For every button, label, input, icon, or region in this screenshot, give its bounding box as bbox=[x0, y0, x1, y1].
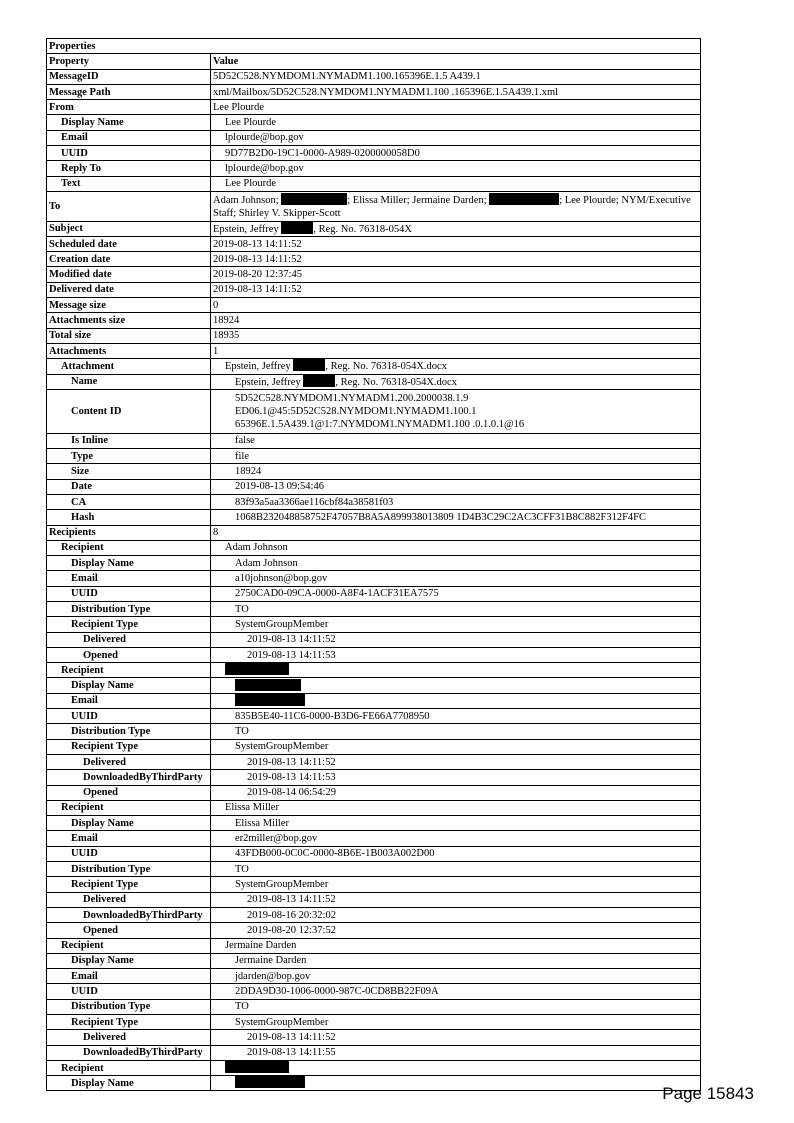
value-text: Epstein, Jeffrey bbox=[225, 361, 294, 373]
table-row bbox=[47, 907, 701, 922]
table-row bbox=[47, 100, 701, 115]
property-name: Recipient Type bbox=[47, 617, 211, 632]
property-value: SystemGroupMember bbox=[211, 617, 701, 632]
page-number: Page 15843 bbox=[662, 1084, 754, 1103]
property-name: Is Inline bbox=[47, 433, 211, 448]
property-name: Attachments bbox=[47, 343, 211, 358]
property-value: 2019-08-13 14:11:52 bbox=[211, 252, 701, 267]
property-value: 18924 bbox=[211, 313, 701, 328]
property-name: Delivered bbox=[47, 754, 211, 769]
property-name: Total size bbox=[47, 328, 211, 343]
property-name: Recipient Type bbox=[47, 877, 211, 892]
table-row bbox=[47, 724, 701, 739]
property-name: Message size bbox=[47, 298, 211, 313]
table-row bbox=[47, 632, 701, 647]
redaction-bar bbox=[235, 694, 305, 706]
property-name: Email bbox=[47, 693, 211, 708]
property-value: Lee Plourde bbox=[211, 176, 701, 191]
table-row bbox=[47, 479, 701, 494]
properties-table bbox=[46, 38, 701, 1091]
property-value: 2019-08-20 12:37:52 bbox=[211, 923, 701, 938]
property-value: Adam Johnson bbox=[211, 540, 701, 555]
value-text: Epstein, Jeffrey bbox=[213, 223, 282, 235]
table-row bbox=[47, 191, 701, 221]
property-value: SystemGroupMember bbox=[211, 739, 701, 754]
table-row bbox=[47, 556, 701, 571]
table-row bbox=[47, 389, 701, 433]
property-name: MessageID bbox=[47, 69, 211, 84]
table-row bbox=[47, 862, 701, 877]
property-name: UUID bbox=[47, 146, 211, 161]
redaction-bar bbox=[303, 375, 335, 387]
property-value: 2019-08-13 09:54:46 bbox=[211, 479, 701, 494]
property-value: 8 bbox=[211, 525, 701, 540]
property-name: Recipient bbox=[47, 938, 211, 953]
property-value: 1 bbox=[211, 343, 701, 358]
value-text: Epstein, Jeffrey bbox=[235, 376, 304, 388]
property-name: Attachment bbox=[47, 359, 211, 374]
table-row bbox=[47, 984, 701, 999]
table-row bbox=[47, 433, 701, 448]
property-name: Display Name bbox=[47, 953, 211, 968]
table-row bbox=[47, 617, 701, 632]
table-row bbox=[47, 923, 701, 938]
table-row bbox=[47, 647, 701, 662]
property-name: DownloadedByThirdParty bbox=[47, 1045, 211, 1060]
property-value: lplourde@bop.gov bbox=[211, 130, 701, 145]
table-row bbox=[47, 938, 701, 953]
table-row bbox=[47, 84, 701, 99]
table-row bbox=[47, 252, 701, 267]
property-value: 2019-08-13 14:11:52 bbox=[211, 236, 701, 251]
property-name: Display Name bbox=[47, 556, 211, 571]
table-row bbox=[47, 969, 701, 984]
property-name: Distribution Type bbox=[47, 862, 211, 877]
table-row bbox=[47, 892, 701, 907]
table-row bbox=[47, 1030, 701, 1045]
property-name: Recipient bbox=[47, 663, 211, 678]
property-value: 1068B232048858752F47057B8A5A899938013809 1D4B3C29C2AC3CFF31B8C882F312F4FC bbox=[211, 510, 701, 525]
property-name: Email bbox=[47, 969, 211, 984]
redaction-bar bbox=[489, 193, 559, 205]
property-value: SystemGroupMember bbox=[211, 877, 701, 892]
table-row bbox=[47, 359, 701, 374]
table-row bbox=[47, 282, 701, 297]
redaction-bar bbox=[225, 1061, 289, 1073]
property-name: Email bbox=[47, 571, 211, 586]
property-name: Date bbox=[47, 479, 211, 494]
property-name: Modified date bbox=[47, 267, 211, 282]
value-text: , Reg. No. 76318-054X bbox=[313, 223, 412, 235]
property-name: Display Name bbox=[47, 115, 211, 130]
table-title: Properties bbox=[47, 39, 701, 54]
property-value: xml/Mailbox/5D52C528.NYMDOM1.NYMADM1.100 .165396E.1.5A439.1.xml bbox=[211, 84, 701, 99]
table-row bbox=[47, 693, 701, 708]
property-value: Jermaine Darden bbox=[211, 953, 701, 968]
table-row bbox=[47, 571, 701, 586]
property-value: 2019-08-13 14:11:52 bbox=[211, 754, 701, 769]
property-name: Email bbox=[47, 831, 211, 846]
value-text: Adam Johnson; bbox=[213, 194, 282, 206]
property-name: Recipient Type bbox=[47, 1015, 211, 1030]
property-value bbox=[211, 678, 701, 693]
property-value: 2019-08-13 14:11:52 bbox=[211, 632, 701, 647]
table-row bbox=[47, 709, 701, 724]
table-row bbox=[47, 449, 701, 464]
property-value: 2019-08-20 12:37:45 bbox=[211, 267, 701, 282]
property-name: Display Name bbox=[47, 816, 211, 831]
property-name: Attachments size bbox=[47, 313, 211, 328]
property-value: Elissa Miller bbox=[211, 800, 701, 815]
property-name: Delivered date bbox=[47, 282, 211, 297]
column-header-value: Value bbox=[211, 54, 701, 69]
table-row bbox=[47, 298, 701, 313]
property-value: TO bbox=[211, 601, 701, 616]
property-value: 2019-08-13 14:11:52 bbox=[211, 892, 701, 907]
property-name: DownloadedByThirdParty bbox=[47, 770, 211, 785]
property-name: Recipient bbox=[47, 540, 211, 555]
property-value: TO bbox=[211, 862, 701, 877]
redaction-bar bbox=[281, 193, 347, 205]
table-row bbox=[47, 525, 701, 540]
table-title-row bbox=[47, 39, 701, 54]
table-row bbox=[47, 146, 701, 161]
table-row bbox=[47, 343, 701, 358]
table-row bbox=[47, 221, 701, 236]
table-row bbox=[47, 1045, 701, 1060]
property-value: TO bbox=[211, 999, 701, 1014]
property-value: 83f93a5aa3366ae116cbf84a38581f03 bbox=[211, 494, 701, 509]
property-name: To bbox=[47, 191, 211, 221]
table-row bbox=[47, 800, 701, 815]
property-value bbox=[211, 359, 701, 374]
property-name: Opened bbox=[47, 647, 211, 662]
redaction-bar bbox=[225, 663, 289, 675]
property-name: Distribution Type bbox=[47, 999, 211, 1014]
property-name: UUID bbox=[47, 586, 211, 601]
property-value: 9D77B2D0-19C1-0000-A989-0200000058D0 bbox=[211, 146, 701, 161]
table-row bbox=[47, 999, 701, 1014]
property-name: Delivered bbox=[47, 1030, 211, 1045]
property-value bbox=[211, 1060, 701, 1075]
table-row bbox=[47, 831, 701, 846]
property-name: Reply To bbox=[47, 161, 211, 176]
property-value: 0 bbox=[211, 298, 701, 313]
property-value bbox=[211, 221, 701, 236]
value-line: ED06.1@45:5D52C528.NYMDOM1.NYMADM1.100.1 bbox=[235, 405, 477, 417]
value-line: 65396E.1.5A439.1@1:7.NYMDOM1.NYMADM1.100 .0.1.0.1@16 bbox=[235, 418, 525, 430]
property-name: Size bbox=[47, 464, 211, 479]
property-name: Scheduled date bbox=[47, 236, 211, 251]
redaction-bar bbox=[281, 222, 313, 234]
property-name: UUID bbox=[47, 846, 211, 861]
property-value: 2019-08-13 14:11:53 bbox=[211, 770, 701, 785]
property-value: 43FDB000-0C0C-0000-8B6E-1B003A002D00 bbox=[211, 846, 701, 861]
property-name: Type bbox=[47, 449, 211, 464]
property-value: lplourde@bop.gov bbox=[211, 161, 701, 176]
property-name: Recipient Type bbox=[47, 739, 211, 754]
table-row bbox=[47, 601, 701, 616]
properties-table-body bbox=[47, 39, 701, 1091]
property-name: Delivered bbox=[47, 892, 211, 907]
property-name: Content ID bbox=[47, 389, 211, 433]
table-row bbox=[47, 236, 701, 251]
redaction-bar bbox=[235, 1076, 305, 1088]
property-name: DownloadedByThirdParty bbox=[47, 907, 211, 922]
property-value: 5D52C528.NYMDOM1.NYMADM1.100.165396E.1.5 A439.1 bbox=[211, 69, 701, 84]
table-row bbox=[47, 754, 701, 769]
table-row bbox=[47, 1060, 701, 1075]
property-name: UUID bbox=[47, 984, 211, 999]
property-value: Adam Johnson bbox=[211, 556, 701, 571]
property-value: 2019-08-16 20:32:02 bbox=[211, 907, 701, 922]
table-row bbox=[47, 953, 701, 968]
property-value bbox=[211, 1076, 701, 1091]
redaction-bar bbox=[293, 359, 325, 371]
property-name: Opened bbox=[47, 923, 211, 938]
property-value: 835B5E40-11C6-0000-B3D6-FE66A7708950 bbox=[211, 709, 701, 724]
table-row bbox=[47, 115, 701, 130]
property-value: 2019-08-13 14:11:52 bbox=[211, 282, 701, 297]
property-name: Recipient bbox=[47, 800, 211, 815]
table-row bbox=[47, 374, 701, 389]
property-value: false bbox=[211, 433, 701, 448]
property-value: SystemGroupMember bbox=[211, 1015, 701, 1030]
table-row bbox=[47, 739, 701, 754]
property-name: Recipients bbox=[47, 525, 211, 540]
table-row bbox=[47, 663, 701, 678]
table-row bbox=[47, 161, 701, 176]
redaction-bar bbox=[235, 679, 301, 691]
table-row bbox=[47, 678, 701, 693]
table-row bbox=[47, 816, 701, 831]
property-name: From bbox=[47, 100, 211, 115]
property-name: CA bbox=[47, 494, 211, 509]
property-name: Distribution Type bbox=[47, 601, 211, 616]
property-value: Lee Plourde bbox=[211, 100, 701, 115]
table-row bbox=[47, 510, 701, 525]
table-row bbox=[47, 328, 701, 343]
property-value: 2DDA9D30-1006-0000-987C-0CD8BB22F09A bbox=[211, 984, 701, 999]
table-row bbox=[47, 785, 701, 800]
property-value bbox=[211, 374, 701, 389]
table-row bbox=[47, 130, 701, 145]
property-value: file bbox=[211, 449, 701, 464]
property-value: 18935 bbox=[211, 328, 701, 343]
property-name: Creation date bbox=[47, 252, 211, 267]
property-name: Text bbox=[47, 176, 211, 191]
property-value: 2019-08-13 14:11:55 bbox=[211, 1045, 701, 1060]
property-name: Message Path bbox=[47, 84, 211, 99]
property-name: UUID bbox=[47, 709, 211, 724]
table-row bbox=[47, 770, 701, 785]
property-value: 2019-08-14 06:54:29 bbox=[211, 785, 701, 800]
value-text: , Reg. No. 76318-054X.docx bbox=[325, 361, 447, 373]
table-row bbox=[47, 540, 701, 555]
table-row bbox=[47, 1015, 701, 1030]
property-name: Display Name bbox=[47, 678, 211, 693]
property-name: Recipient bbox=[47, 1060, 211, 1075]
table-row bbox=[47, 176, 701, 191]
property-name: Name bbox=[47, 374, 211, 389]
value-text: , Reg. No. 76318-054X.docx bbox=[335, 376, 457, 388]
property-value bbox=[211, 389, 701, 433]
property-value: jdarden@bop.gov bbox=[211, 969, 701, 984]
property-value: Elissa Miller bbox=[211, 816, 701, 831]
property-name: Email bbox=[47, 130, 211, 145]
property-name: Delivered bbox=[47, 632, 211, 647]
property-value bbox=[211, 191, 701, 221]
property-value: TO bbox=[211, 724, 701, 739]
property-value bbox=[211, 693, 701, 708]
property-value bbox=[211, 663, 701, 678]
property-name: Subject bbox=[47, 221, 211, 236]
property-value: 2019-08-13 14:11:53 bbox=[211, 647, 701, 662]
property-value: Lee Plourde bbox=[211, 115, 701, 130]
property-value: Jermaine Darden bbox=[211, 938, 701, 953]
table-row bbox=[47, 69, 701, 84]
property-value: 2019-08-13 14:11:52 bbox=[211, 1030, 701, 1045]
table-row bbox=[47, 267, 701, 282]
value-text: ; Lee Plourde; NYM/Executive Staff; Shirley V. Skipper-Scott bbox=[213, 194, 691, 219]
table-header-row bbox=[47, 54, 701, 69]
table-row bbox=[47, 464, 701, 479]
table-row bbox=[47, 846, 701, 861]
table-row bbox=[47, 877, 701, 892]
property-name: Distribution Type bbox=[47, 724, 211, 739]
table-row bbox=[47, 494, 701, 509]
table-row bbox=[47, 586, 701, 601]
property-name: Hash bbox=[47, 510, 211, 525]
table-row bbox=[47, 313, 701, 328]
property-name: Display Name bbox=[47, 1076, 211, 1091]
property-value: a10johnson@bop.gov bbox=[211, 571, 701, 586]
table-row bbox=[47, 1076, 701, 1091]
column-header-property: Property bbox=[47, 54, 211, 69]
property-value: 2750CAD0-09CA-0000-A8F4-1ACF31EA7575 bbox=[211, 586, 701, 601]
value-text: ; Elissa Miller; Jermaine Darden; bbox=[347, 194, 490, 206]
property-value: er2miller@bop.gov bbox=[211, 831, 701, 846]
property-value: 18924 bbox=[211, 464, 701, 479]
value-line: 5D52C528.NYMDOM1.NYMADM1.200.2000038.1.9 bbox=[235, 392, 469, 404]
property-name: Opened bbox=[47, 785, 211, 800]
